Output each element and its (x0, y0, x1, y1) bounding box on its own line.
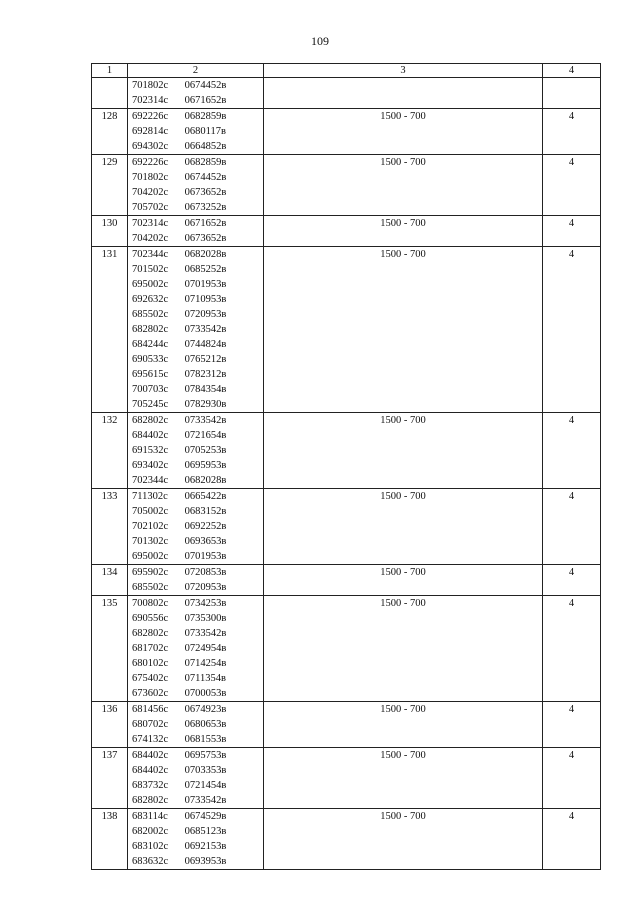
coordinate-pair (132, 626, 263, 641)
coordinate-pair (132, 671, 263, 686)
header-col-4: 4 (543, 64, 601, 78)
coordinate-pair (132, 549, 263, 564)
coordinate-pair (132, 596, 263, 611)
longitude-value: 0734253в (184, 598, 227, 609)
longitude-value: 0671652в (184, 218, 227, 229)
longitude-value: 0733542в (184, 415, 227, 426)
longitude-value: 0700053в (184, 688, 227, 699)
coordinate-pair (132, 656, 263, 671)
longitude-value: 0711354в (184, 673, 226, 684)
header-col-2: 2 (128, 64, 264, 78)
longitude-value: 0673652в (184, 233, 227, 244)
col4-value: 4 (543, 216, 601, 247)
latitude-value: 681456с (132, 704, 169, 715)
longitude-value: 0733542в (184, 324, 227, 335)
coordinate-pair (132, 565, 263, 580)
longitude-value: 0695753в (184, 750, 227, 761)
coordinate-pair (132, 702, 263, 717)
coordinate-list (128, 748, 264, 809)
latitude-value: 701802с (132, 172, 169, 183)
longitude-value: 0685123в (184, 826, 227, 837)
header-col-1: 1 (92, 64, 128, 78)
longitude-value: 0714254в (184, 658, 227, 669)
table-row (92, 489, 601, 565)
col4-value: 4 (543, 565, 601, 596)
longitude-value: 0720953в (184, 309, 227, 320)
longitude-value: 0683152в (184, 506, 227, 517)
coordinate-pair (132, 216, 263, 231)
longitude-value: 0724954в (184, 643, 227, 654)
table-row (92, 565, 601, 596)
coordinate-pair (132, 93, 263, 108)
latitude-value: 695902с (132, 567, 169, 578)
table-row (92, 109, 601, 155)
coordinate-pair (132, 413, 263, 428)
coordinate-list (128, 109, 264, 155)
longitude-value: 0784354в (184, 384, 227, 395)
longitude-value: 0720853в (184, 567, 227, 578)
col4-value (543, 78, 601, 109)
longitude-value: 0664852в (184, 141, 227, 152)
longitude-value: 0673652в (184, 187, 227, 198)
col4-value: 4 (543, 702, 601, 748)
coordinate-pair (132, 580, 263, 595)
coordinate-pair (132, 458, 263, 473)
coordinate-pair (132, 337, 263, 352)
latitude-value: 673602с (132, 688, 169, 699)
coordinate-list (128, 489, 264, 565)
coordinate-list (128, 702, 264, 748)
table-row (92, 78, 601, 109)
latitude-value: 702344с (132, 249, 169, 260)
coordinate-pair (132, 307, 263, 322)
latitude-value: 683102с (132, 841, 169, 852)
depth-range: 1500 - 700 (264, 247, 543, 413)
longitude-value: 0681553в (184, 734, 227, 745)
latitude-value: 682802с (132, 628, 169, 639)
row-number: 131 (92, 247, 128, 413)
row-number: 135 (92, 596, 128, 702)
latitude-value: 682802с (132, 415, 169, 426)
longitude-value: 0720953в (184, 582, 227, 593)
longitude-value: 0671652в (184, 95, 227, 106)
col4-value: 4 (543, 109, 601, 155)
longitude-value: 0682859в (184, 111, 227, 122)
col4-value: 4 (543, 809, 601, 870)
latitude-value: 681702с (132, 643, 169, 654)
latitude-value: 701802с (132, 80, 169, 91)
coordinate-pair (132, 793, 263, 808)
latitude-value: 705002с (132, 506, 169, 517)
longitude-value: 0665422в (184, 491, 227, 502)
latitude-value: 690556с (132, 613, 169, 624)
longitude-value: 0674529в (184, 811, 227, 822)
depth-range: 1500 - 700 (264, 809, 543, 870)
latitude-value: 700802с (132, 598, 169, 609)
coordinate-list (128, 247, 264, 413)
longitude-value: 0682859в (184, 157, 227, 168)
coordinates-table (91, 63, 601, 870)
latitude-value: 695002с (132, 551, 169, 562)
longitude-value: 0682028в (184, 475, 227, 486)
latitude-value: 685502с (132, 582, 169, 593)
coordinate-pair (132, 124, 263, 139)
col4-value: 4 (543, 596, 601, 702)
latitude-value: 702314с (132, 95, 169, 106)
depth-range: 1500 - 700 (264, 489, 543, 565)
coordinate-pair (132, 534, 263, 549)
latitude-value: 705702с (132, 202, 169, 213)
longitude-value: 0692153в (184, 841, 227, 852)
table-row (92, 748, 601, 809)
latitude-value: 702314с (132, 218, 169, 229)
coordinate-list (128, 78, 264, 109)
longitude-value: 0680653в (184, 719, 227, 730)
coordinate-pair (132, 200, 263, 215)
depth-range: 1500 - 700 (264, 413, 543, 489)
latitude-value: 685502с (132, 309, 169, 320)
depth-range: 1500 - 700 (264, 748, 543, 809)
coordinate-pair (132, 489, 263, 504)
longitude-value: 0782312в (184, 369, 227, 380)
coordinate-list (128, 413, 264, 489)
coordinate-pair (132, 748, 263, 763)
coordinate-pair (132, 382, 263, 397)
latitude-value: 702344с (132, 475, 169, 486)
latitude-value: 683114с (132, 811, 168, 822)
coordinate-list (128, 565, 264, 596)
col4-value: 4 (543, 489, 601, 565)
latitude-value: 705245с (132, 399, 169, 410)
coordinate-pair (132, 397, 263, 412)
longitude-value: 0685252в (184, 264, 227, 275)
coordinate-pair (132, 854, 263, 869)
row-number: 130 (92, 216, 128, 247)
coordinate-pair (132, 641, 263, 656)
coordinate-pair (132, 170, 263, 185)
latitude-value: 692226с (132, 157, 169, 168)
longitude-value: 0695953в (184, 460, 227, 471)
table-row (92, 247, 601, 413)
depth-range: 1500 - 700 (264, 596, 543, 702)
coordinate-pair (132, 428, 263, 443)
longitude-value: 0673252в (184, 202, 227, 213)
longitude-value: 0692252в (184, 521, 227, 532)
table-header-row (92, 64, 601, 78)
latitude-value: 684402с (132, 750, 169, 761)
longitude-value: 0765212в (184, 354, 227, 365)
latitude-value: 682802с (132, 795, 169, 806)
longitude-value: 0733542в (184, 628, 227, 639)
longitude-value: 0735300в (184, 613, 227, 624)
longitude-value: 0703353в (184, 765, 227, 776)
latitude-value: 695615с (132, 369, 169, 380)
longitude-value: 0674452в (184, 172, 227, 183)
table-row (92, 702, 601, 748)
coordinate-pair (132, 732, 263, 747)
latitude-value: 704202с (132, 187, 169, 198)
table-body (92, 78, 601, 870)
latitude-value: 684244с (132, 339, 169, 350)
page-number: 109 (311, 34, 329, 48)
col4-value: 4 (543, 247, 601, 413)
coordinate-pair (132, 778, 263, 793)
latitude-value: 683732с (132, 780, 169, 791)
depth-range: 1500 - 700 (264, 565, 543, 596)
latitude-value: 690533с (132, 354, 169, 365)
coordinate-pair (132, 367, 263, 382)
coordinate-pair (132, 519, 263, 534)
depth-range: 1500 - 700 (264, 155, 543, 216)
row-number: 132 (92, 413, 128, 489)
longitude-value: 0705253в (184, 445, 227, 456)
longitude-value: 0782930в (184, 399, 227, 410)
col4-value: 4 (543, 748, 601, 809)
coordinate-pair (132, 185, 263, 200)
latitude-value: 694302с (132, 141, 169, 152)
coordinate-pair (132, 824, 263, 839)
coordinate-list (128, 155, 264, 216)
latitude-value: 674132с (132, 734, 169, 745)
latitude-value: 684402с (132, 765, 169, 776)
coordinate-pair (132, 247, 263, 262)
coordinate-pair (132, 78, 263, 93)
latitude-value: 693402с (132, 460, 169, 471)
coordinate-pair (132, 352, 263, 367)
longitude-value: 0701953в (184, 551, 227, 562)
longitude-value: 0710953в (184, 294, 227, 305)
row-number: 136 (92, 702, 128, 748)
latitude-value: 692632с (132, 294, 169, 305)
longitude-value: 0680117в (184, 126, 226, 137)
col4-value: 4 (543, 155, 601, 216)
latitude-value: 702102с (132, 521, 169, 532)
coordinate-pair (132, 839, 263, 854)
latitude-value: 711302с (132, 491, 168, 502)
coordinate-list (128, 809, 264, 870)
coordinate-pair (132, 717, 263, 732)
coordinate-pair (132, 611, 263, 626)
latitude-value: 675402с (132, 673, 169, 684)
coordinate-pair (132, 262, 263, 277)
coordinate-pair (132, 443, 263, 458)
table-row (92, 809, 601, 870)
coordinate-pair (132, 292, 263, 307)
longitude-value: 0682028в (184, 249, 227, 260)
header-col-3: 3 (264, 64, 543, 78)
row-number: 137 (92, 748, 128, 809)
table-row (92, 216, 601, 247)
longitude-value: 0674452в (184, 80, 227, 91)
latitude-value: 695002с (132, 279, 169, 290)
coordinate-pair (132, 322, 263, 337)
row-number: 138 (92, 809, 128, 870)
latitude-value: 704202с (132, 233, 169, 244)
latitude-value: 692226с (132, 111, 169, 122)
depth-range: 1500 - 700 (264, 109, 543, 155)
latitude-value: 680702с (132, 719, 169, 730)
latitude-value: 691532с (132, 445, 169, 456)
longitude-value: 0693653в (184, 536, 227, 547)
row-number: 134 (92, 565, 128, 596)
latitude-value: 692814с (132, 126, 169, 137)
coordinate-list (128, 216, 264, 247)
longitude-value: 0721454в (184, 780, 227, 791)
coordinate-pair (132, 809, 263, 824)
longitude-value: 0721654в (184, 430, 227, 441)
latitude-value: 701502с (132, 264, 169, 275)
row-number (92, 78, 128, 109)
coordinate-pair (132, 109, 263, 124)
latitude-value: 680102с (132, 658, 169, 669)
depth-range: 1500 - 700 (264, 702, 543, 748)
table-row (92, 596, 601, 702)
latitude-value: 700703с (132, 384, 169, 395)
coordinate-pair (132, 139, 263, 154)
row-number: 128 (92, 109, 128, 155)
col4-value: 4 (543, 413, 601, 489)
longitude-value: 0693953в (184, 856, 227, 867)
depth-range (264, 78, 543, 109)
coordinate-pair (132, 473, 263, 488)
coordinate-pair (132, 155, 263, 170)
table-row (92, 155, 601, 216)
depth-range: 1500 - 700 (264, 216, 543, 247)
latitude-value: 682802с (132, 324, 169, 335)
latitude-value: 683632с (132, 856, 169, 867)
latitude-value: 684402с (132, 430, 169, 441)
row-number: 129 (92, 155, 128, 216)
coordinate-pair (132, 504, 263, 519)
longitude-value: 0674923в (184, 704, 227, 715)
latitude-value: 682002с (132, 826, 169, 837)
coordinate-list (128, 596, 264, 702)
row-number: 133 (92, 489, 128, 565)
coordinate-pair (132, 277, 263, 292)
latitude-value: 701302с (132, 536, 169, 547)
coordinate-pair (132, 231, 263, 246)
longitude-value: 0744824в (184, 339, 227, 350)
longitude-value: 0733542в (184, 795, 227, 806)
coordinate-pair (132, 686, 263, 701)
coordinate-pair (132, 763, 263, 778)
longitude-value: 0701953в (184, 279, 227, 290)
table-row (92, 413, 601, 489)
